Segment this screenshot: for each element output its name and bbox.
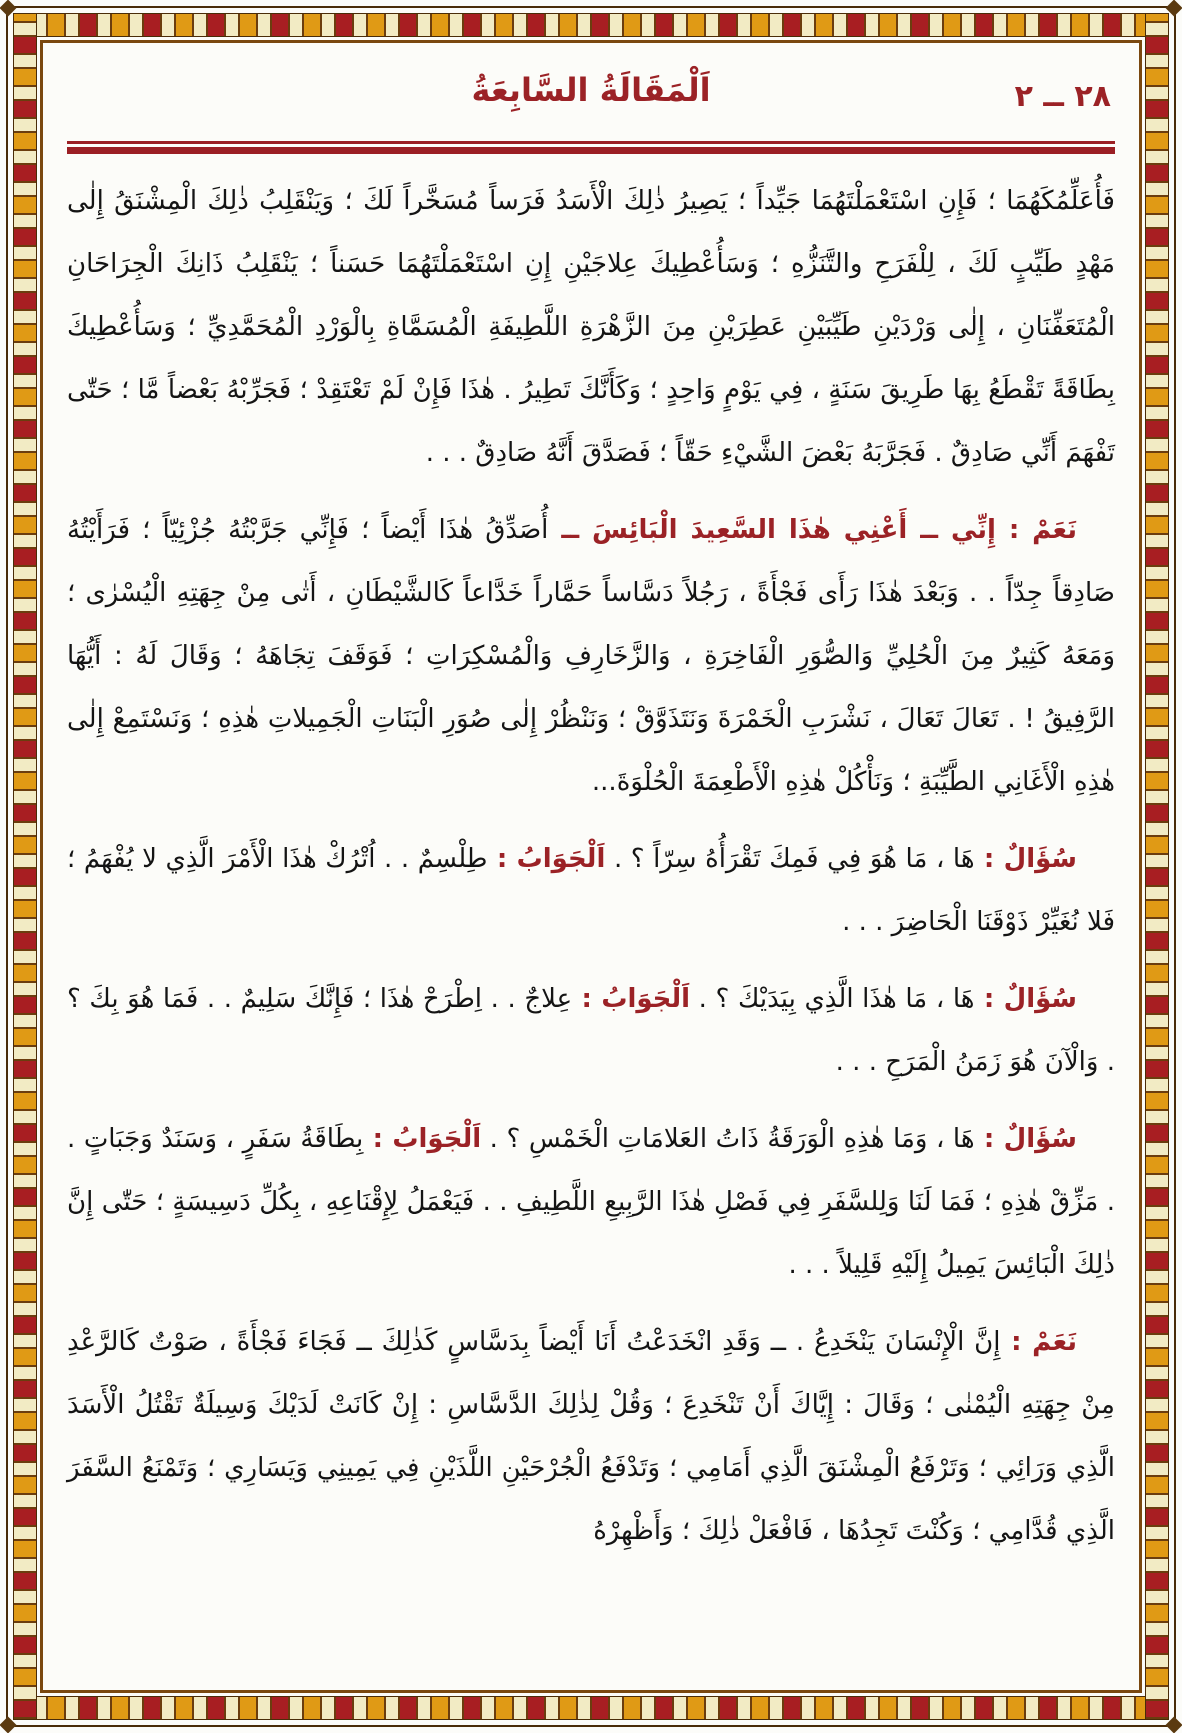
- text-run: إِنَّ الْإِنْسَانَ يَنْخَدِعُ . ــ وَقَدِ انْخَدَعْتُ أَنَا أَيْضاً بِدَسَّاسٍ كَذٰلِكَ ــ فَجَاءَ فَجْأَةً ، صَوْتٌ كَالرَّعْدِ مِنْ جِهَتِهِ الْيُمْنٰى ؛ وَقَالَ : إِيَّاكَ أَنْ تَنْخَدِعَ ؛ وَقُلْ لِذٰلِكَ الدَّسَّاسِ : إِنْ كَانَتْ لَدَيْكَ وَسِيلَةٌ تَقْتُلُ الْأَسَدَ الَّذِي وَرَائِي ؛ وَتَرْفَعُ الْمِشْنَقَ الَّذِي أَمَامِي ؛ وَتَدْفَعُ الْجُرْحَيْنِ اللَّذَيْنِ فِي يَمِينِي وَيَسَارِي ؛ وَتَمْنَعُ السَّفَرَ الَّذِي قُدَّامِي ؛ وَكُنْتَ تَجِدُهَا ، فَافْعَلْ ذٰلِكَ ؛ وَأَظْهِرْهُ: [67, 1327, 1115, 1546]
- paragraph: [67, 828, 1115, 954]
- text-run: بِطَاقَةُ سَفَرٍ ، وَسَنَدٌ وَجَبَاتٍ . . مَزِّقْ هٰذِهِ ؛ فَمَا لَنَا وَلِلسَّفَرِ فِي فَصْلِ هٰذَا الرَّبِيعِ اللَّطِيفِ . . فَيَعْمَلُ لِإِقْنَاعِهِ ، بِكُلِّ دَسِيسَةٍ ؛ حَتّٰى إِنَّ ذٰلِكَ الْبَائِسَ يَمِيلُ إِلَيْهِ قَلِيلاً . . .: [67, 1124, 1115, 1280]
- paragraph: [67, 170, 1115, 485]
- text-run: عِلاجٌ . . اِطْرَحْ هٰذَا ؛ فَإِنَّكَ سَلِيمٌ . . فَمَا هُوَ بِكَ ؟ . وَالْآنَ هُوَ زَمَنُ الْمَرَحِ . . .: [67, 984, 1115, 1077]
- text-run: أُصَدِّقُ هٰذَا أَيْضاً ؛ فَإِنِّي جَرَّبْتُهُ جُزْئِيّاً ؛ فَرَأَيْتُهُ صَادِقاً جِدّاً . . وَبَعْدَ هٰذَا رَأَى فَجْأَةً ، رَجُلاً دَسَّاساً حَمَّاراً خَدَّاعاً كَالشَّيْطَانِ ، أَتٰى مِنْ جِهَتِهِ الْيُسْرٰى ؛ وَمَعَهُ كَثِيرٌ مِنَ الْحُلِيِّ وَالصُّوَرِ الْفَاخِرَةِ ، وَالزَّخَارِفِ وَالْمُسْكِرَاتِ ؛ فَوَقَفَ تِجَاهَهُ ؛ وَقَالَ لَهُ : أَيُّهَا الرَّفِيقُ ! . تَعَالَ تَعَالَ ، نَشْرَبِ الْخَمْرَةَ وَنَتَذَوَّقْ ؛ وَنَنْظُرْ إِلٰى صُوَرِ الْبَنَاتِ الْجَمِيلاتِ هٰذِهِ ؛ وَنَسْتَمِعْ إِلٰى هٰذِهِ الْأَغَانِي الطَّيِّبَةِ ؛ وَنَأْكُلْ هٰذِهِ الْأَطْعِمَةَ الْحُلْوَةَ...: [67, 515, 1115, 797]
- keyword-red: نَعَمْ : إِنِّي ــ أَعْنِي هٰذَا السَّعِيدَ الْبَائِسَ ــ: [548, 515, 1077, 545]
- text-run: هَا ، مَا هٰذَا الَّذِي بِيَدَيْكَ ؟ .: [690, 984, 975, 1014]
- paragraph: [67, 968, 1115, 1094]
- paragraph: [67, 1311, 1115, 1563]
- paragraph: [67, 1108, 1115, 1297]
- page-title: اَلْمَقَالَةُ السَّابِعَةُ: [471, 71, 711, 109]
- text-run: هَا ، وَمَا هٰذِهِ الْوَرَقَةُ ذَاتُ العَلامَاتِ الْخَمْسِ ؟ .: [481, 1124, 975, 1154]
- text-run: طِلْسِمٌ . . اُتْرُكْ هٰذَا الْأَمْرَ الَّذِي لا يُفْهَمُ ؛ فَلا نُغَيِّرْ ذَوْقَنَا الْحَاضِرَ . . .: [67, 844, 1115, 937]
- header-divider: [67, 141, 1115, 154]
- ornamental-border-top: [13, 13, 1169, 37]
- page-number: ٢٨ ــ ٢: [1014, 79, 1111, 114]
- ornamental-border-bottom: [13, 1696, 1169, 1720]
- keyword-red: اَلْجَوَابُ :: [363, 1124, 482, 1154]
- body-text: [67, 170, 1115, 1563]
- text-run: هَا ، مَا هُوَ فِي فَمِكَ تَقْرَأُهُ سِرّاً ؟ .: [605, 844, 975, 874]
- ornamental-border-right: [1145, 13, 1169, 1720]
- keyword-red: اَلْجَوَابُ :: [572, 984, 691, 1014]
- keyword-red: اَلْجَوَابُ :: [487, 844, 606, 874]
- paragraph: [67, 499, 1115, 814]
- ornamental-border-left: [13, 13, 37, 1720]
- keyword-red: سُؤَالٌ :: [974, 984, 1077, 1014]
- text-run: فَأُعَلِّمُكَهُمَا ؛ فَإِنِ اسْتَعْمَلْتَهُمَا جَيِّداً ؛ يَصِيرُ ذٰلِكَ الْأَسَدُ فَرَساً مُسَخَّراً لَكَ ؛ وَيَنْقَلِبُ ذٰلِكَ الْمِشْنَقُ إِلٰى مَهْدٍ طَيِّبٍ لَكَ ، لِلْفَرَحِ والتَّنَزُّهِ ؛ وَسَأُعْطِيكَ عِلاجَيْنِ إِنِ اسْتَعْمَلْتَهُمَا حَسَناً ؛ يَنْقَلِبُ ذَانِكَ الْجِرَاحَانِ الْمُتَعَفِّنَانِ ، إِلٰى وَرْدَيْنِ طَيِّبَيْنِ عَطِرَيْنِ مِنَ الزَّهْرَةِ اللَّطِيفَةِ الْمُسَمَّاةِ بِالْوَرْدِ الْمُحَمَّدِيِّ ؛ وَسَأُعْطِيكَ بِطَاقَةً تَقْطَعُ بِهَا طَرِيقَ سَنَةٍ ، فِي يَوْمٍ وَاحِدٍ ؛ وَكَأَنَّكَ تَطِيرُ . هٰذَا فَإِنْ لَمْ تَعْتَقِدْ ؛ فَجَرِّبْهُ بَعْضاً مَّا ؛ حَتّٰى تَفْهَمَ أَنِّي صَادِقٌ . فَجَرَّبَهُ بَعْضَ الشَّيْءِ حَقّاً ؛ فَصَدَّقَ أَنَّهُ صَادِقٌ . . .: [67, 186, 1115, 468]
- page-content: [45, 45, 1137, 1688]
- keyword-red: سُؤَالٌ :: [974, 1124, 1077, 1154]
- keyword-red: سُؤَالٌ :: [974, 844, 1077, 874]
- page-header: [67, 63, 1115, 135]
- keyword-red: نَعَمْ :: [1000, 1327, 1078, 1357]
